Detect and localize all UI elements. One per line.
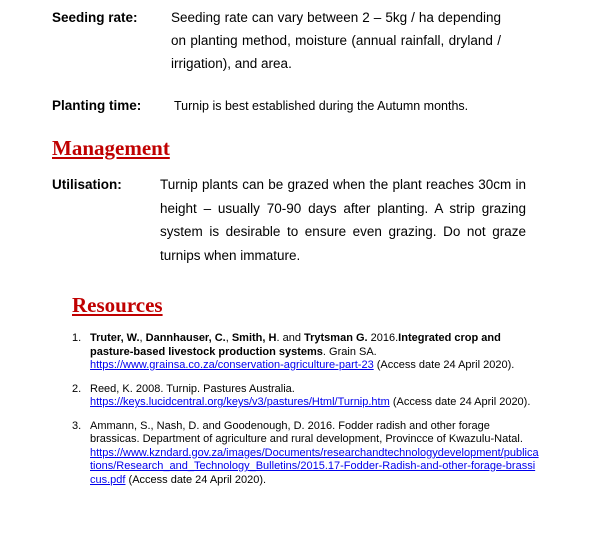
reference-item: 2. Reed, K. 2008. Turnip. Pastures Australia. https://keys.lucidcentral.org/keys/v3/pastures/Html/Turnip.htm (Access date 24 April 2020). <box>72 382 531 408</box>
reference-item: 3. Ammann, S., Nash, D. and Goodenough, D. 2016. Fodder radish and other forage brassicas. Department of agriculture and rural development, Provincce of Kwazulu-Natal. https://www.kzndard.gov.za/images/Documents/researchandtechnologydevelopment/publications/Research_and_Technology_Bulletins/2015.17-Fodder-Radish-and-other-forage-brassicus.pdf (Access date 24 April 2020). <box>72 419 539 486</box>
seeding-rate-text: Seeding rate can vary between 2 – 5kg / ha depending on planting method, moisture (annual rainfall, dryland / irrigation), and area. <box>171 10 501 71</box>
planting-time-text: Turnip is best established during the Autumn months. <box>174 99 469 113</box>
reference-link[interactable]: https://keys.lucidcentral.org/keys/v3/pastures/Html/Turnip.htm <box>90 396 390 408</box>
utilisation-label: Utilisation: <box>52 177 122 192</box>
seeding-rate-label: Seeding rate: <box>52 10 138 25</box>
management-heading: Management <box>52 136 170 160</box>
utilisation-section <box>52 173 552 267</box>
resources-heading: Resources <box>72 293 163 317</box>
seeding-rate-section <box>52 6 552 75</box>
utilisation-text: Turnip plants can be grazed when the plant reaches 30cm in height – usually 70-90 days after planting. A strip grazing system is desirable to ensure even grazing. Do not graze turnips when immature. <box>160 177 526 263</box>
reference-link[interactable]: https://www.kzndard.gov.za/images/Documents/researchandtechnologydevelopment/publications/Research_and_Technology_Bulletins/2015.17-Fodder-Radish-and-other-forage-brassicus.pdf <box>90 446 539 486</box>
reference-link[interactable]: https://www.grainsa.co.za/conservation-agriculture-part-23 <box>90 359 374 371</box>
planting-time-label: Planting time: <box>52 98 142 113</box>
resources-list <box>72 332 540 497</box>
reference-item: 1. Truter, W., Dannhauser, C., Smith, H. and Trytsman G. 2016.Integrated crop and pasture-based livestock production systems. Grain SA. https://www.grainsa.co.za/conservation-agriculture-part-23 (Access date 24 April 2020). <box>72 332 515 371</box>
planting-time-section <box>52 96 552 116</box>
